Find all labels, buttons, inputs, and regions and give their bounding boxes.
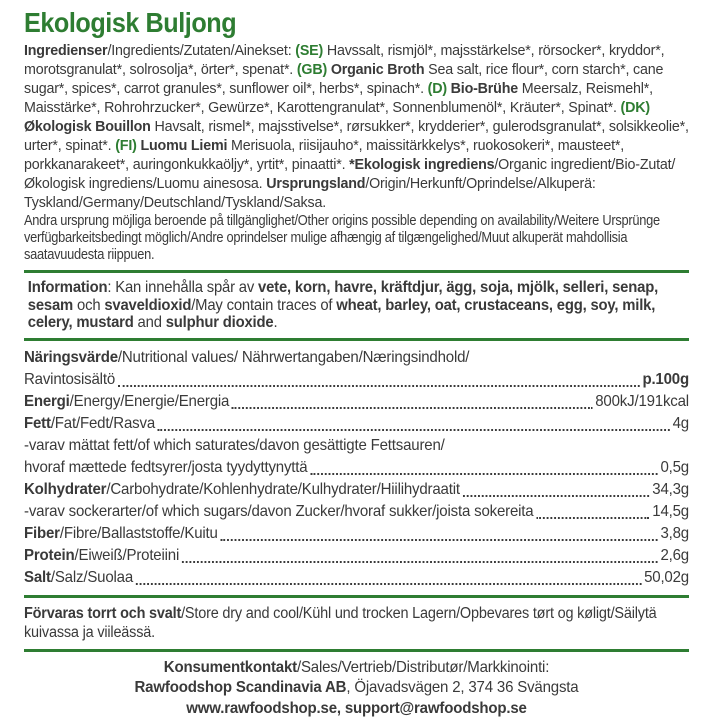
country-code: (D)	[427, 80, 447, 97]
dot-leader	[182, 561, 658, 563]
text-segment: /Organic ingredient/Bio-Zutat/Økologisk ingrediens/Luomu ainesosa.	[24, 156, 676, 192]
text-segment: , Öjavadsvägen 2, 374 36 Svängsta	[346, 679, 579, 697]
text-segment: : Kan innehålla spår av	[107, 279, 259, 296]
text-segment: and	[133, 314, 166, 332]
nutrition-row	[24, 391, 689, 413]
nutrition-label	[24, 457, 307, 479]
nutrition-label	[24, 369, 115, 391]
text-segment: Konsumentkontakt	[163, 658, 297, 676]
dot-leader	[310, 473, 657, 475]
text-segment: -varav mättat fett/of which saturates/davon gesättigte Fettsauren/	[24, 436, 445, 454]
text-segment: Merisuola, riisijauho*, maissitärkkelys*, ruokosokeri*, mausteet*, porkkanarakeet*, auringonkukkaöljy*, yrtit*, pinaatti*.	[24, 137, 625, 173]
dot-leader	[463, 495, 650, 497]
nutrition-row	[24, 457, 689, 479]
nutrition-row	[24, 567, 689, 589]
text-segment: /Store dry and cool/Kühl und trocken Lagern/Opbevares tørt og køligt/Säilytä kuivassa ja viileässä.	[24, 604, 657, 642]
text-segment: Havsalt, rismel*, majsstivelse*, rørsukker*, krydderier*, gulerodsgranulat*, solsikkeolie*, urter*, spinat*.	[24, 118, 689, 154]
text-segment: Ravintosisältö	[24, 370, 116, 388]
text-segment: Ingredienser	[24, 42, 108, 59]
text-segment: Förvaras torrt och svalt	[24, 604, 182, 622]
section-divider	[24, 649, 689, 652]
text-segment: Økologisk Bouillon	[24, 118, 151, 135]
text-segment: Salt	[24, 568, 51, 586]
dot-leader	[221, 539, 658, 541]
text-segment: /Salz/Suolaa	[50, 568, 134, 586]
text-segment: /Eiweiß/Proteiini	[74, 546, 180, 564]
text-segment: *Ekologisk ingrediens	[349, 156, 495, 173]
nutrition-row	[24, 369, 689, 391]
text-segment: hvoraf mættede fedtsyrer/josta tyydyttynyttä	[24, 458, 308, 476]
text-segment: Fett	[24, 414, 51, 432]
text-segment: /Sales/Vertrieb/Distributør/Markkinointi:	[296, 658, 550, 676]
storage-paragraph	[24, 604, 689, 643]
section-divider	[24, 595, 689, 598]
text-segment: .	[273, 314, 278, 332]
country-code: (GB)	[296, 61, 328, 78]
nutrition-value: 800kJ/191kcal	[595, 392, 689, 410]
nutrition-row	[24, 501, 689, 523]
text-segment: svaveldioxid	[104, 296, 192, 314]
text-segment: sulphur dioxide	[165, 314, 274, 332]
nutrition-row	[24, 435, 689, 457]
dot-leader	[536, 517, 649, 519]
text-segment: Energi	[24, 392, 70, 410]
country-code: (FI)	[115, 137, 137, 154]
dot-leader	[136, 583, 641, 585]
text-segment: /Nutritional values/ Nährwertangaben/Næringsindhold/	[117, 348, 470, 366]
nutrition-label	[24, 567, 133, 589]
contact-line	[24, 699, 689, 718]
text-segment: Kolhydrater	[24, 480, 107, 498]
text-segment: /Fat/Fedt/Rasva	[50, 414, 155, 432]
text-segment: Näringsvärde	[24, 348, 118, 366]
dot-leader	[158, 429, 670, 431]
nutrition-value: 0,5g	[660, 458, 689, 476]
contact-block	[24, 658, 689, 718]
nutrition-row	[24, 523, 689, 545]
text-segment: wheat, barley, oat, crustaceans, egg, soy, milk, celery, mustard	[27, 296, 656, 332]
text-segment: Fiber	[24, 524, 60, 542]
text-segment: -varav sockerarter/of which sugars/davon Zucker/hvoraf sukker/joista sokereita	[24, 502, 534, 520]
dot-leader	[118, 385, 640, 387]
ingredients-paragraph	[24, 41, 689, 212]
product-title: Ekologisk Buljong	[24, 7, 237, 38]
nutrition-row	[24, 545, 689, 567]
nutrition-label	[24, 523, 218, 545]
text-segment: www.rawfoodshop.se, support@rawfoodshop.se	[186, 699, 527, 717]
text-segment: Organic Broth	[330, 61, 425, 78]
nutrition-label	[24, 413, 155, 435]
text-segment: Meersalz, Reismehl*, Maisstärke*, Rohrohrzucker*, Gewürze*, Karottengranulat*, Sonnenblumenöl*, Kräuter*, Spinat*.	[24, 80, 653, 116]
text-segment: Rawfoodshop Scandinavia AB	[134, 679, 347, 697]
text-segment: och	[73, 296, 105, 314]
text-segment: /May contain traces of	[191, 296, 337, 314]
nutrition-row	[24, 413, 689, 435]
nutrition-value: 14,5g	[652, 502, 689, 520]
text-segment: /Carbohydrate/Kohlenhydrate/Kulhydrater/Hiilihydraatit	[106, 480, 460, 498]
origins-note: Andra ursprung möjliga beroende på tillgänglighet/Other origins possible depending on availability/Weitere Ursprünge verfügbarkeitsbedingt möglich/Andre oprindelser mulige afhængig af tilgængelighed/Muut alkuperät mahdollisia saatavuudesta riippuen.	[24, 213, 660, 263]
nutrition-value: 4g	[672, 414, 689, 432]
nutrition-label	[24, 435, 445, 457]
text-segment: Protein	[24, 546, 75, 564]
nutrition-label	[24, 347, 469, 369]
text-segment: Sea salt, rice flour*, corn starch*, cane sugar*, spices*, carrot granules*, sunflower oil*, herbs*, spinach*.	[24, 61, 664, 97]
nutrition-value: p.100g	[642, 370, 689, 388]
section-divider	[24, 270, 689, 273]
contact-line	[24, 658, 689, 679]
nutrition-value: 2,6g	[660, 546, 689, 564]
text-segment: /Energy/Energie/Energia	[69, 392, 230, 410]
nutrition-label	[24, 545, 179, 567]
text-segment: Bio-Brühe	[450, 80, 518, 97]
contact-line	[24, 678, 689, 699]
text-segment: Ursprungsland	[266, 175, 366, 192]
nutrition-value: 50,02g	[644, 568, 689, 586]
text-segment: vete, korn, havre, kräftdjur, ägg, soja, mjölk, selleri, senap, sesam	[27, 279, 659, 314]
section-divider	[24, 338, 689, 341]
text-segment: Luomu Liemi	[140, 137, 228, 154]
nutrition-label	[24, 479, 460, 501]
nutrition-table	[24, 347, 689, 589]
text-segment: /Ingredients/Zutaten/Ainekset:	[107, 42, 296, 59]
country-code: (DK)	[620, 99, 650, 116]
dot-leader	[232, 407, 592, 409]
text-segment: /Origin/Herkunft/Oprindelse/Alkuperä: Tyskland/Germany/Deutschland/Tyskland/Saksa.	[24, 175, 596, 211]
country-code: (SE)	[295, 42, 324, 59]
text-segment: /Fibre/Ballaststoffe/Kuitu	[59, 524, 218, 542]
text-segment: Havssalt, rismjöl*, majsstärkelse*, rörsocker*, kryddor*, morotsgranulat*, solrosolja*, örter*, spenat*.	[24, 42, 665, 78]
text-segment: Information	[27, 279, 108, 296]
nutrition-value: 34,3g	[652, 480, 689, 498]
nutrition-label	[24, 501, 533, 523]
information-paragraph	[24, 279, 693, 332]
nutrition-row	[24, 479, 689, 501]
nutrition-row	[24, 347, 689, 369]
nutrition-value: 3,8g	[660, 524, 689, 542]
nutrition-label	[24, 391, 229, 413]
